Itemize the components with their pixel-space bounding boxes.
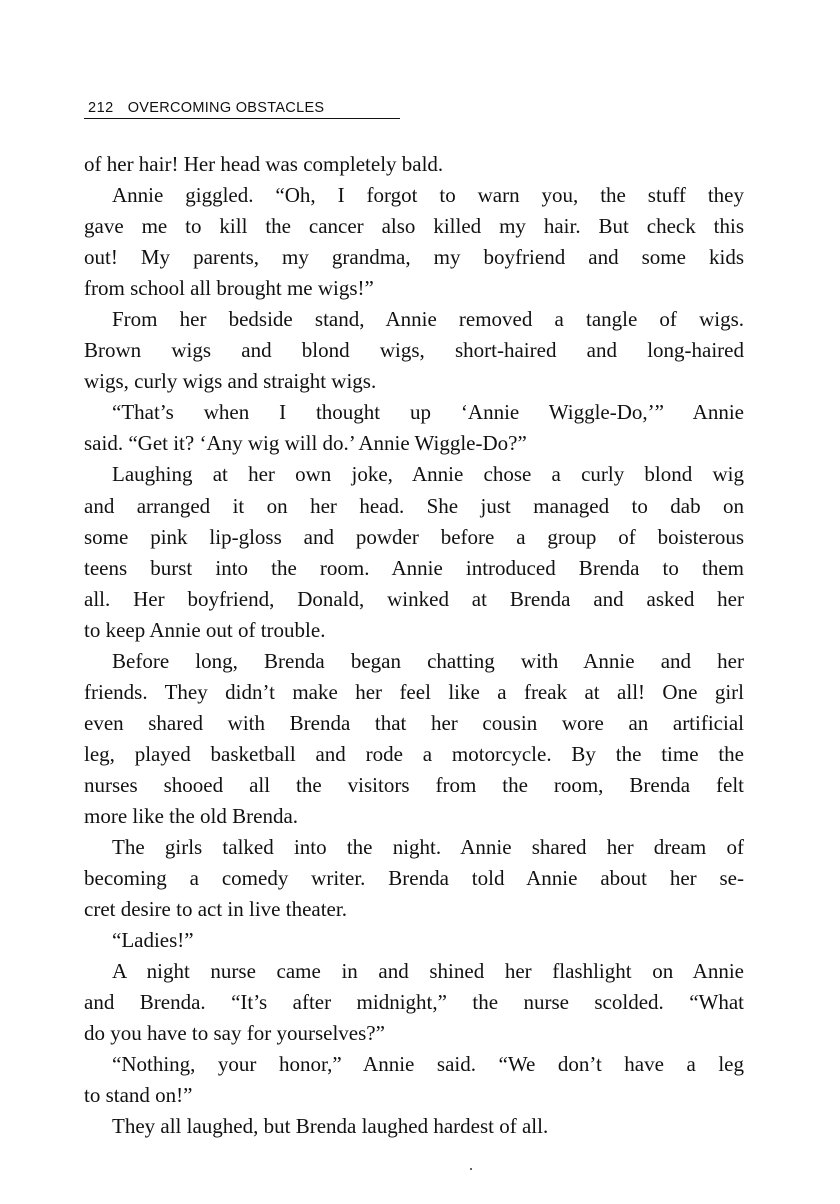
running-head xyxy=(84,98,400,119)
text-line: leg, played basketball and rode a motorcycle. By the time the xyxy=(84,741,744,766)
text-line: teens burst into the room. Annie introduced Brenda to them xyxy=(84,555,744,580)
text-line: and Brenda. “It’s after midnight,” the nurse scolded. “What xyxy=(84,990,744,1015)
text-line: do you have to say for yourselves?” xyxy=(84,1021,385,1046)
text-line: more like the old Brenda. xyxy=(84,803,299,828)
text-line: of her hair! Her head was completely bald. xyxy=(84,152,444,176)
text-line: to stand on!” xyxy=(84,1083,193,1108)
text-line: friends. They didn’t make her feel like a freak at all! One girl xyxy=(84,679,744,704)
text-line: wigs, curly wigs and straight wigs. xyxy=(84,369,377,394)
text-line: Annie giggled. “Oh, I forgot to warn you, the stuff they xyxy=(112,183,744,208)
text-line: out! My parents, my grandma, my boyfriend and some kids xyxy=(84,245,744,270)
text-line: even shared with Brenda that her cousin wore an artificial xyxy=(84,710,744,735)
print-speck xyxy=(470,1168,472,1170)
text-line: all. Her boyfriend, Donald, winked at Brenda and asked her xyxy=(84,586,744,611)
text-line: gave me to kill the cancer also killed my hair. But check this xyxy=(84,214,744,239)
text-line: and arranged it on her head. She just managed to dab on xyxy=(84,493,744,518)
text-line: They all laughed, but Brenda laughed hardest of all. xyxy=(112,1114,549,1139)
text-line: “Ladies!” xyxy=(112,928,194,953)
text-line: Brown wigs and blond wigs, short-haired and long-haired xyxy=(84,338,744,363)
text-line: some pink lip-gloss and powder before a group of boisterous xyxy=(84,524,744,549)
text-line: From her bedside stand, Annie removed a tangle of wigs. xyxy=(112,307,744,332)
text-line: to keep Annie out of trouble. xyxy=(84,617,326,642)
text-line: from school all brought me wigs!” xyxy=(84,276,374,301)
text-line: Before long, Brenda began chatting with Annie and her xyxy=(112,648,744,673)
text-line: said. “Get it? ‘Any wig will do.’ Annie Wiggle-Do?” xyxy=(84,431,527,456)
page-number: 212 xyxy=(88,100,114,116)
text-line: becoming a comedy writer. Brenda told Annie about her se- xyxy=(84,866,744,891)
text-line: A night nurse came in and shined her flashlight on Annie xyxy=(112,959,744,984)
body-text xyxy=(84,149,744,1143)
text-line: “That’s when I thought up ‘Annie Wiggle-Do,’” Annie xyxy=(112,400,744,425)
text-line: nurses shooed all the visitors from the room, Brenda felt xyxy=(84,772,744,797)
text-line: The girls talked into the night. Annie shared her dream of xyxy=(112,835,744,860)
section-title: OVERCOMING OBSTACLES xyxy=(127,100,325,116)
text-line: cret desire to act in live theater. xyxy=(84,897,347,922)
text-line: Laughing at her own joke, Annie chose a curly blond wig xyxy=(112,462,744,487)
text-line: “Nothing, your honor,” Annie said. “We don’t have a leg xyxy=(112,1052,744,1077)
